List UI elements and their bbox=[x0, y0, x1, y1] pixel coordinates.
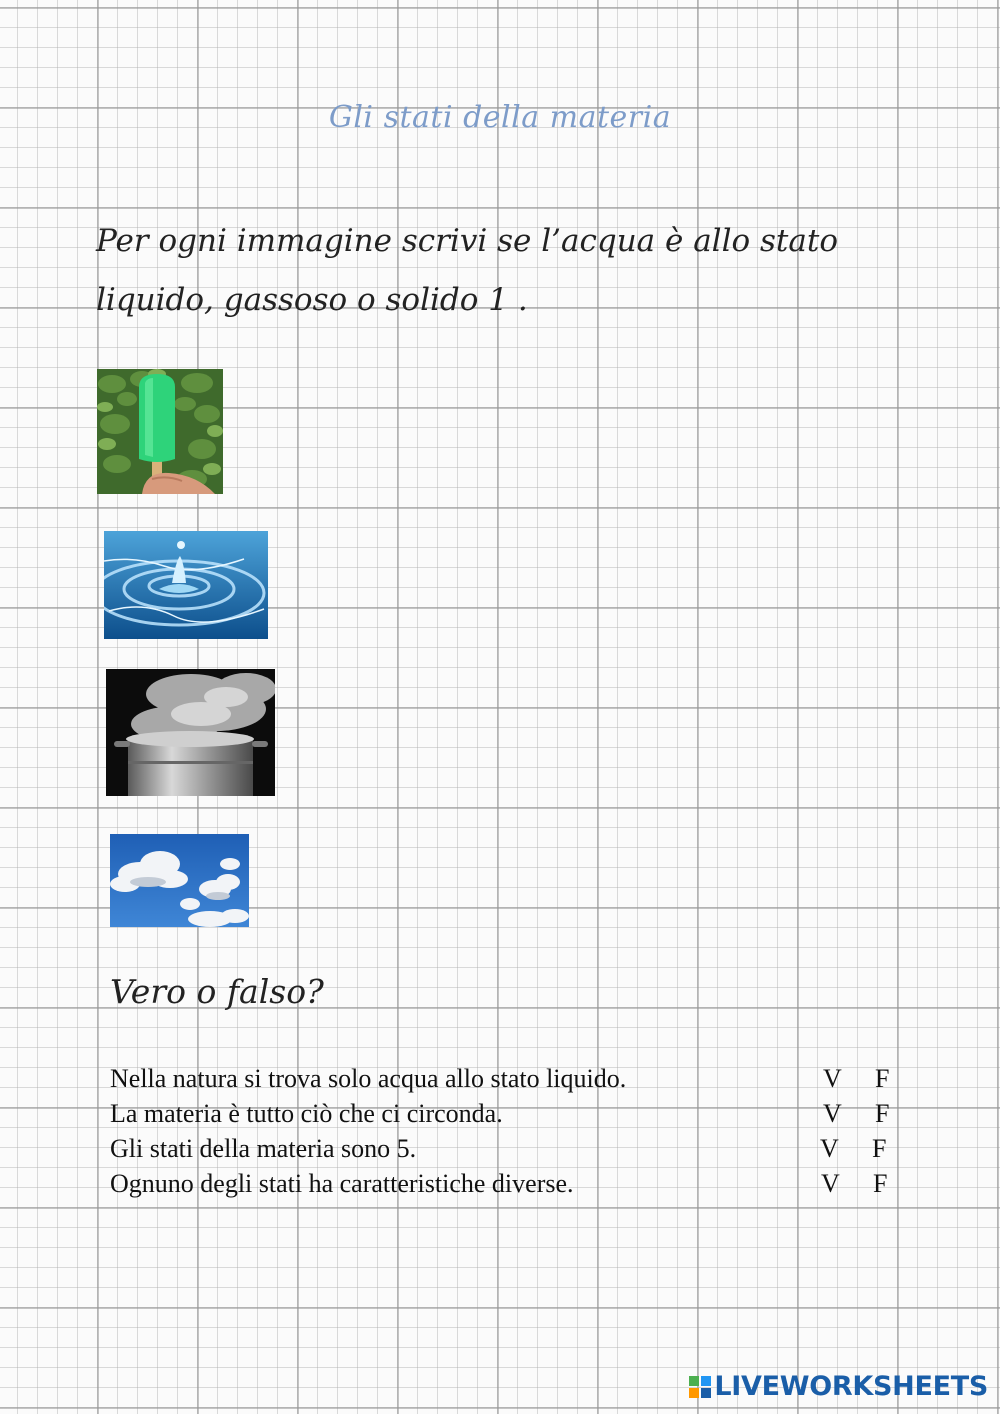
statement-text: Ognuno degli stati ha caratteristiche diverse. bbox=[110, 1169, 574, 1198]
statement-text: La materia è tutto ciò che ci circonda. bbox=[110, 1099, 503, 1128]
page-title: Gli stati della materia bbox=[328, 100, 672, 135]
false-option[interactable]: F bbox=[872, 1134, 887, 1163]
statement-row bbox=[110, 1096, 910, 1131]
water-splash-image bbox=[104, 531, 268, 639]
true-false-heading: Vero o falso? bbox=[110, 972, 324, 1011]
statement-row bbox=[110, 1061, 910, 1096]
clouds-image bbox=[110, 834, 249, 927]
true-false-list bbox=[110, 1061, 910, 1201]
instructions bbox=[96, 212, 856, 330]
instructions-line-1: Per ogni immagine scrivi se l’acqua è allo stato bbox=[96, 223, 838, 259]
true-option[interactable]: V bbox=[821, 1169, 840, 1198]
false-option[interactable]: F bbox=[875, 1064, 890, 1093]
steaming-pot-image bbox=[106, 669, 275, 796]
liveworksheets-logo-icon bbox=[689, 1376, 711, 1398]
true-option[interactable]: V bbox=[823, 1064, 842, 1093]
true-option[interactable]: V bbox=[820, 1134, 839, 1163]
false-option[interactable]: F bbox=[873, 1169, 888, 1198]
brand-name: LIVEWORKSHEETS bbox=[714, 1371, 988, 1402]
liveworksheets-brand[interactable] bbox=[689, 1371, 988, 1402]
statement-row bbox=[110, 1166, 910, 1201]
statement-row bbox=[110, 1131, 910, 1166]
popsicle-image bbox=[97, 369, 223, 494]
true-option[interactable]: V bbox=[823, 1099, 842, 1128]
statement-text: Gli stati della materia sono 5. bbox=[110, 1134, 417, 1163]
instructions-line-2: liquido, gassoso o solido 1 . bbox=[96, 282, 528, 318]
statement-text: Nella natura si trova solo acqua allo stato liquido. bbox=[110, 1064, 627, 1093]
false-option[interactable]: F bbox=[875, 1099, 890, 1128]
